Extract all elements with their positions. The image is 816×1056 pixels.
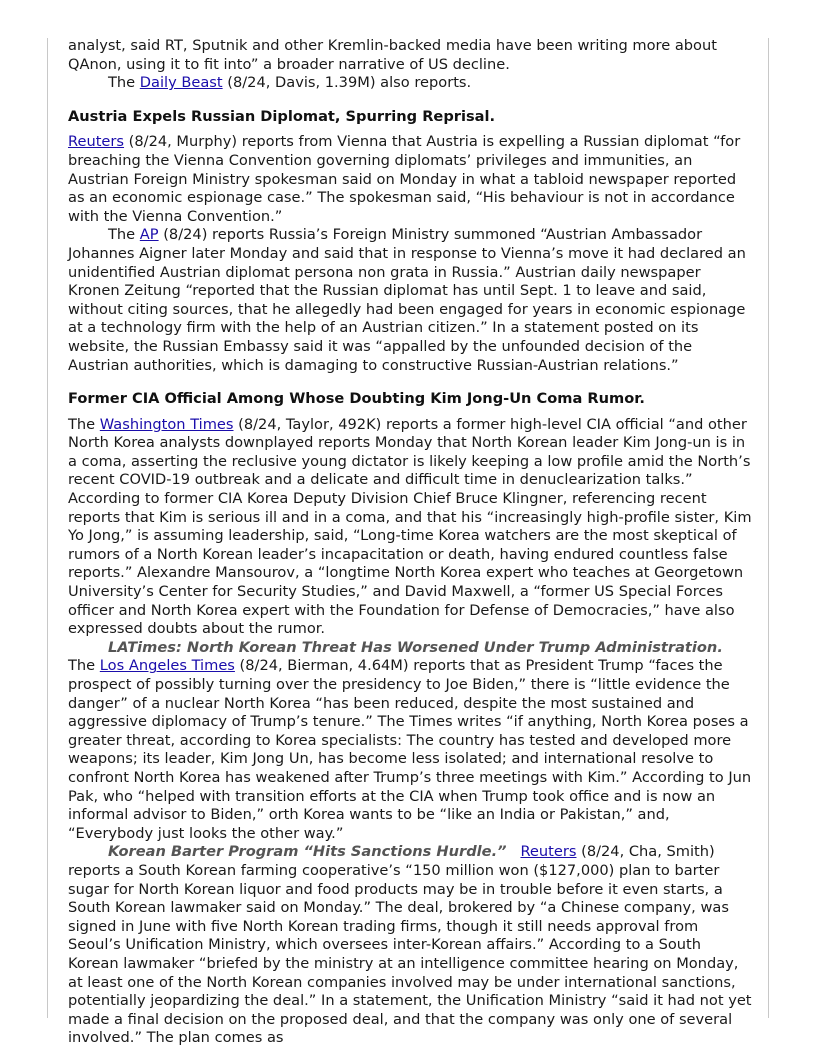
ap-link[interactable]: AP (139, 226, 159, 244)
reuters-link-austria[interactable]: Reuters (68, 133, 125, 151)
right-margin-rule (768, 38, 769, 1018)
intro-paragraph: analyst, said RT, Sputnik and other Kremlin-backed media have been writing more about QAnon, using it to fit into” a broader narrative of US decline. (68, 37, 717, 73)
latimes-paragraph-text: (8/24, Bierman, 4.64M) reports that as President Trump “faces the prospect of possibly turning over the presidency to Joe Biden,” there is “little evidence the danger” of a nuclear North Korea “has been reduced, despite the most sustained and aggressive diplomacy of Trump’s tenure.” The Times writes “if anything, North Korea poses a greater threat, according to Korea specialists: The country has tested and developed more weapons; its leader, Kim Jong Un, has become less isolated; and international resolve to confront North Korea has weakened after Trump’s three meetings with Kim.” According to Jun Pak, who “helped with transition efforts at the CIA when Trump took office and is now an informal advisor to Biden,” orth Korea wants to be “like an India or Pakistan,” and, “Everybody just looks the other way.” (68, 657, 752, 842)
daily-beast-link[interactable]: Daily Beast (139, 74, 223, 92)
reuters-link-barter[interactable]: Reuters (520, 843, 577, 861)
cia-paragraph-1-text: (8/24, Taylor, 492K) reports a former high-level CIA official “and other North Korea analysts downplayed reports Monday that North Korean leader Kim Jong-un is in a coma, asserting the reclusive young dictator is likely keeping a low profile amid the North’s recent COVID-19 outbreak and a delicate and difficult time in denuclearization talks.” According to former CIA Korea Deputy Division Chief Bruce Klingner, referencing recent reports that Kim is serious ill and in a coma, and that his “increasingly high-profile sister, Kim Yo Jong,” is assuming leadership, said, “Long-time Korea watchers are the most skeptical of rumors of a North Korean leader’s incapacitation or death, having endured countless false reports.” Alexandre Mansourov, a “longtime North Korea expert who teaches at Georgetown University’s Center for Security Studies,” and David Maxwell, a “former US Special Forces officer and North Korea expert with the Foundation for Defense of Democracies,” have also expressed doubts about the rumor. (68, 415, 752, 638)
austria-paragraph-2-text: (8/24) reports Russia’s Foreign Ministry summoned “Austrian Ambassador Johannes Aigner later Monday and said that in response to Vienna’s move it had declared an unidentified Austrian diplomat persona non grata in Russia.” Austrian daily newspaper Kronen Zeitung “reported that the Russian diplomat has until Sept. 1 to leave and said, without citing sources, that he allegedly had been engaged for years in economic espionage at a technology firm with the help of an Austrian citizen.” In a statement posted on its website, the Russian Embassy said it was “appalled by the unfounded decision of the Austrian authorities, which is damaging to constructive Russian-Austrian relations.” (68, 226, 746, 374)
cia-heading: Former CIA Official Among Whose Doubting Kim Jong-Un Coma Rumor. (68, 390, 645, 408)
intro-followup-paragraph (68, 74, 752, 93)
latimes-paragraph (68, 639, 752, 844)
los-angeles-times-link[interactable]: Los Angeles Times (99, 657, 235, 675)
austria-paragraph-2-pre: The (108, 226, 140, 244)
left-margin-rule (47, 38, 48, 1018)
latimes-subheading: LATimes: North Korean Threat Has Worsened Under Trump Administration. (108, 638, 723, 656)
austria-paragraph-1 (68, 133, 752, 226)
austria-paragraph-1-text: (8/24, Murphy) reports from Vienna that Austria is expelling a Russian diplomat “for breaching the Vienna Convention governing diplomats’ privileges and immunities, an Austrian Foreign Ministry spokesman said on Monday in what a tabloid newspaper reported as an economic espionage case.” The spokesman said, “His behaviour is not in accordance with the Vienna Convention.” (68, 133, 741, 225)
washington-times-link[interactable]: Washington Times (99, 415, 234, 433)
cia-paragraph-1 (68, 416, 752, 639)
austria-heading: Austria Expels Russian Diplomat, Spurring Reprisal. (68, 107, 496, 125)
cia-paragraph-1-pre: The (68, 415, 100, 433)
barter-paragraph (68, 843, 752, 1048)
article-body (68, 37, 752, 1048)
latimes-paragraph-mid: The (68, 638, 733, 675)
intro-followup-post: (8/24, Davis, 1.39M) also reports. (222, 74, 472, 92)
austria-paragraph-2 (68, 226, 752, 375)
intro-followup-pre: The (108, 74, 140, 92)
barter-paragraph-text: (8/24, Cha, Smith) reports a South Korean farming cooperative’s “150 million won ($127,000) plan to barter sugar for North Korean liquor and food products may be in trouble before it even starts, a South Korean lawmaker said on Monday.” The deal, brokered by “a Chinese company, was signed in June with five North Korean trading firms, though it still needs approval from Seoul’s Unification Ministry, which oversees inter-Korean affairs.” According to a South Korean lawmaker “briefed by the ministry at an intelligence committee hearing on Monday, at least one of the North Korean companies involved may be under international sanctions, potentially jeopardizing the deal.” In a statement, the Unification Ministry “said it had not yet made a final decision on the proposed deal, and that the company was only one of several involved.” The plan comes as (68, 843, 752, 1047)
barter-subheading: Korean Barter Program “Hits Sanctions Hurdle.” (108, 843, 507, 861)
